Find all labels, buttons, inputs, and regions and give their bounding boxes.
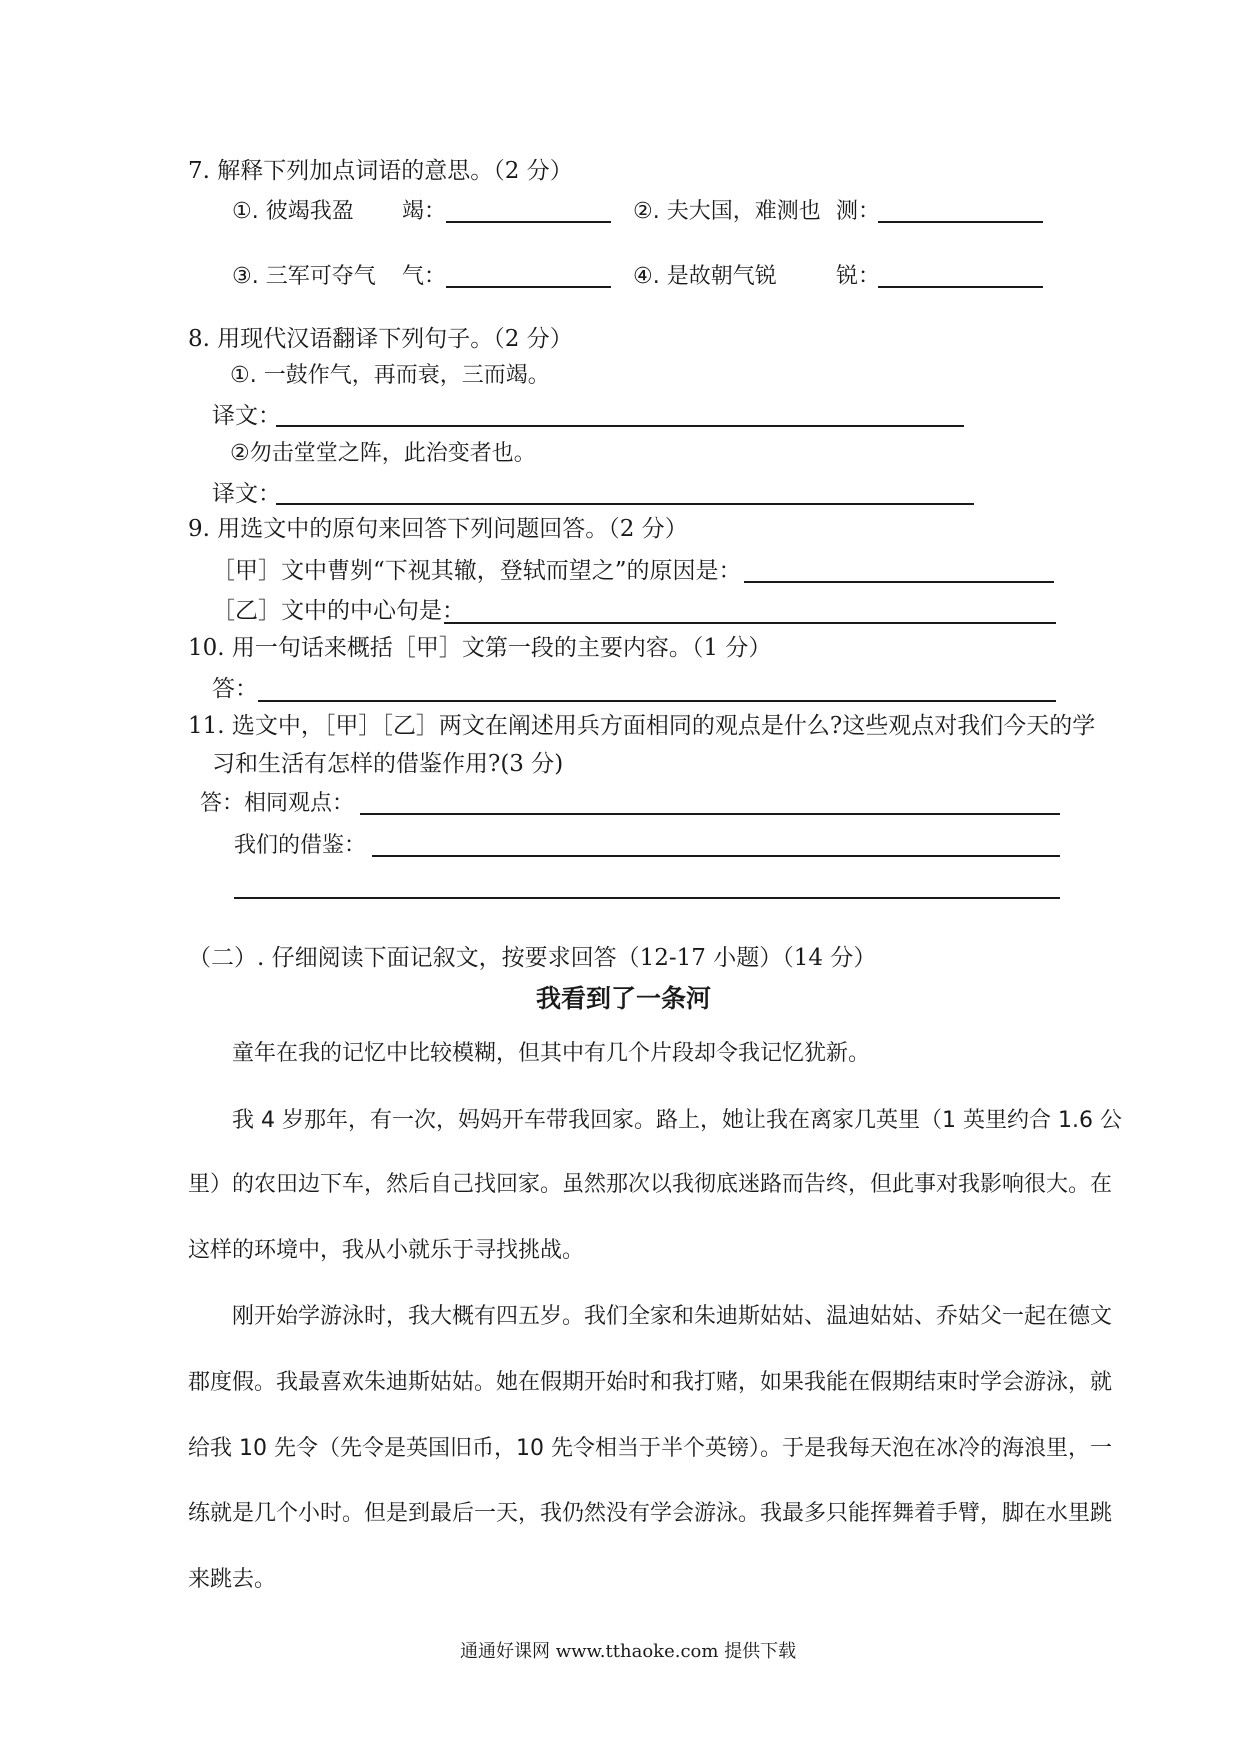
q10-answer-label: 答： — [212, 676, 258, 702]
q7-item1-answer-line[interactable] — [446, 221, 611, 223]
q9-question2: ［乙］文中的中心句是： — [212, 598, 465, 624]
q7-item3-key: 气： — [402, 264, 447, 289]
story-line-3: 里）的农田边下车，然后自己找回家。虽然那次以我彻底迷路而告终，但此事对我影响很大。在 — [188, 1172, 1113, 1197]
q8-translation1-label: 译文： — [212, 403, 281, 429]
q7-item3-phrase: ③. 三军可夺气 — [232, 264, 376, 289]
q11-answer3-line[interactable] — [234, 897, 1060, 899]
q9-answer2-line[interactable] — [444, 622, 1056, 624]
section2-heading: （二）. 仔细阅读下面记叙文，按要求回答（12-17 小题）（14 分） — [188, 945, 877, 971]
q11-answer2-label: 我们的借鉴： — [234, 833, 367, 858]
q9-answer1-line[interactable] — [744, 581, 1054, 583]
q11-answer1-line[interactable] — [360, 813, 1060, 815]
story-title: 我看到了一条河 — [536, 984, 712, 1013]
q7-item3-answer-line[interactable] — [446, 286, 611, 288]
story-line-9: 来跳去。 — [188, 1567, 277, 1592]
q7-item4-phrase: ④. 是故朝气锐 — [633, 264, 777, 289]
story-line-4: 这样的环境中，我从小就乐于寻找挑战。 — [188, 1238, 585, 1263]
story-line-8: 练就是几个小时。但是到最后一天，我仍然没有学会游泳。我最多只能挥舞着手臂，脚在水里跳 — [188, 1501, 1113, 1526]
q11-answer1-label: 答：相同观点： — [200, 791, 355, 816]
q7-item2-answer-line[interactable] — [878, 221, 1043, 223]
q11-answer2-line[interactable] — [372, 855, 1060, 857]
q8-sentence1: ①. 一鼓作气，再而衰，三而竭。 — [230, 363, 550, 388]
q8-title: 8. 用现代汉语翻译下列句子。（2 分） — [188, 326, 573, 352]
q7-item4-answer-line[interactable] — [878, 286, 1043, 288]
story-line-7: 给我 10 先令（先令是英国旧币，10 先令相当于半个英镑）。于是我每天泡在冰冷的海浪里，一 — [188, 1436, 1112, 1461]
story-line-6: 郡度假。我最喜欢朱迪斯姑姑。她在假期开始时和我打赌，如果我能在假期结束时学会游泳，就 — [188, 1370, 1113, 1395]
q10-title: 10. 用一句话来概括［甲］文第一段的主要内容。（1 分） — [188, 635, 772, 661]
q11-title-line1: 11. 选文中，［甲］［乙］两文在阐述用兵方面相同的观点是什么?这些观点对我们今天的学 — [188, 713, 1096, 739]
page-footer: 通通好课网 www.tthaoke.com 提供下载 — [460, 1641, 797, 1662]
q8-translation2-label: 译文： — [212, 481, 281, 507]
q11-title-line2: 习和生活有怎样的借鉴作用?(3 分) — [212, 751, 564, 777]
q7-item2-key: 测： — [836, 199, 881, 224]
story-line-1: 童年在我的记忆中比较模糊，但其中有几个片段却令我记忆犹新。 — [232, 1041, 871, 1066]
q9-question1: ［甲］文中曹刿“下视其辙，登轼而望之”的原因是： — [212, 558, 742, 584]
q8-sentence2: ②勿击堂堂之阵，此治变者也。 — [230, 441, 536, 466]
q7-item1-key: 竭： — [402, 199, 447, 224]
q8-translation1-line[interactable] — [276, 425, 964, 427]
q10-answer-line[interactable] — [258, 700, 1056, 702]
q7-title: 7. 解释下列加点词语的意思。（2 分） — [188, 158, 573, 184]
q7-item4-key: 锐： — [836, 264, 881, 289]
story-line-2: 我 4 岁那年，有一次，妈妈开车带我回家。路上，她让我在离家几英里（1 英里约合 1.6 公 — [232, 1108, 1122, 1133]
q7-item2-phrase: ②. 夫大国，难测也 — [633, 199, 821, 224]
q7-item1-phrase: ①. 彼竭我盈 — [232, 199, 354, 224]
q9-title: 9. 用选文中的原句来回答下列问题回答。（2 分） — [188, 516, 688, 542]
story-line-5: 刚开始学游泳时，我大概有四五岁。我们全家和朱迪斯姑姑、温迪姑姑、乔姑父一起在德文 — [232, 1304, 1113, 1329]
q8-translation2-line[interactable] — [276, 503, 974, 505]
